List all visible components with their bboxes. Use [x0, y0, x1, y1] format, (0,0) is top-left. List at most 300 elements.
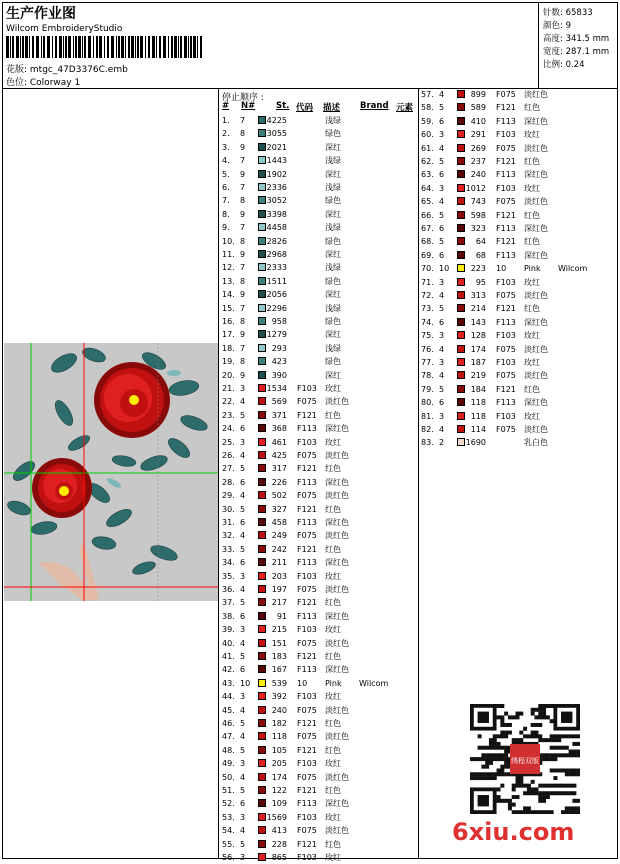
needle-number: 5	[439, 157, 445, 166]
stop-number: 43.	[222, 678, 235, 688]
color-swatch	[258, 344, 266, 352]
color-description: 玫红	[524, 277, 540, 287]
needle-number: 4	[240, 638, 246, 648]
needle-number: 7	[240, 223, 246, 233]
stitch-count: 425	[271, 451, 287, 460]
thread-code: F075	[496, 90, 516, 99]
stop-number: 68.	[421, 237, 434, 247]
thread-code: F075	[496, 425, 516, 434]
stop-row	[222, 168, 418, 181]
stop-number: 66.	[421, 210, 434, 220]
color-description: 红色	[325, 745, 341, 755]
stop-number: 24.	[222, 424, 235, 434]
stitch-count: 291	[470, 130, 486, 140]
color-swatch	[457, 144, 465, 152]
stitch-count: 167	[271, 665, 287, 675]
needle-number: 6	[240, 424, 246, 434]
thread-code: F075	[496, 344, 516, 354]
stitch-count: 219	[470, 371, 486, 381]
color-swatch	[457, 237, 465, 245]
color-description: 红色	[325, 544, 341, 554]
stitch-count: 1443	[266, 156, 287, 166]
stitch-count: 2968	[266, 250, 287, 259]
color-description: 红色	[524, 157, 540, 166]
color-swatch	[258, 384, 266, 392]
stop-number: 42.	[222, 665, 235, 675]
color-swatch	[258, 719, 266, 727]
color-description: 绿色	[325, 276, 341, 286]
color-description: 浅绿	[325, 223, 341, 233]
stop-row	[222, 154, 418, 167]
color-swatch	[457, 197, 465, 205]
color-swatch	[457, 398, 465, 406]
thread-code: F113	[496, 398, 516, 408]
stop-row	[421, 369, 617, 382]
stitch-count: 569	[271, 397, 287, 407]
company-name: Wilcom EmbroideryStudio	[6, 24, 123, 34]
stop-row	[222, 596, 418, 609]
needle-number: 4	[439, 371, 445, 381]
stop-row	[222, 422, 418, 435]
stop-number: 21.	[222, 384, 235, 393]
needle-number: 5	[439, 210, 445, 220]
color-description: 深红色	[325, 477, 349, 487]
color-swatch	[258, 558, 266, 566]
stop-row	[222, 328, 418, 341]
stop-number: 5.	[222, 169, 230, 179]
stop-number: 36.	[222, 585, 235, 594]
stop-row	[222, 369, 418, 382]
color-description: 浅绿	[325, 303, 341, 313]
color-swatch	[258, 692, 266, 700]
color-description: 红色	[325, 464, 341, 474]
color-description: 绿色	[325, 129, 341, 139]
stitch-count: 184	[470, 384, 486, 394]
needle-number: 3	[240, 853, 246, 862]
stitch-count: 2296	[266, 303, 287, 313]
color-swatch	[258, 786, 266, 794]
needle-number: 8	[240, 276, 246, 286]
needle-number: 5	[439, 384, 445, 394]
stitch-count: 1012	[465, 183, 486, 193]
color-description: 玫红	[524, 358, 540, 367]
stop-number: 17.	[222, 330, 235, 340]
stop-row	[222, 838, 418, 851]
stop-number: 80.	[421, 398, 434, 408]
thread-code: F121	[297, 652, 317, 661]
color-description: 玫红	[325, 571, 341, 581]
color-swatch	[258, 545, 266, 553]
color-description: 玫红	[325, 692, 341, 702]
stop-row	[222, 275, 418, 288]
needle-number: 3	[240, 692, 246, 702]
stat-scale: 比例: 0.24	[543, 60, 585, 70]
color-swatch	[457, 318, 465, 326]
stop-row	[421, 423, 617, 436]
stitch-count: 2056	[266, 290, 287, 300]
stitch-count: 109	[271, 799, 287, 809]
stop-row	[222, 516, 418, 529]
needle-number: 9	[240, 290, 246, 300]
stop-row	[421, 155, 617, 168]
color-description: 深红	[325, 209, 341, 219]
color-swatch	[457, 358, 465, 366]
needle-number: 8	[240, 317, 246, 326]
thread-code: F103	[496, 331, 516, 341]
stitch-count: 502	[271, 491, 287, 501]
stop-row	[222, 342, 418, 355]
needle-number: 4	[240, 491, 246, 501]
stop-number: 79.	[421, 384, 434, 394]
needle-number: 4	[240, 531, 246, 541]
stop-row	[222, 757, 418, 770]
stop-number: 67.	[421, 224, 434, 233]
needle-number: 5	[240, 652, 246, 661]
stop-number: 25.	[222, 437, 235, 447]
stop-number: 45.	[222, 705, 235, 715]
stitch-count: 197	[271, 585, 287, 594]
thread-code: F103	[496, 277, 516, 287]
color-swatch	[258, 585, 266, 593]
stitch-count: 1690	[465, 438, 486, 448]
color-swatch	[258, 397, 266, 405]
color-swatch	[457, 371, 465, 379]
stitch-count: 2021	[266, 142, 287, 152]
color-description: 深红	[325, 169, 341, 179]
stitch-count: 423	[271, 357, 287, 367]
needle-number: 8	[240, 357, 246, 367]
stitch-count: 151	[271, 638, 287, 648]
stitch-count: 327	[271, 504, 287, 514]
thread-code: F113	[297, 665, 317, 675]
stop-number: 77.	[421, 358, 434, 367]
design-stats-panel	[538, 2, 619, 88]
needle-number: 4	[439, 197, 445, 207]
stop-number: 47.	[222, 732, 235, 742]
stop-number: 22.	[222, 397, 235, 407]
thread-code: F103	[496, 130, 516, 140]
stop-number: 41.	[222, 652, 235, 661]
stop-number: 37.	[222, 598, 235, 608]
color-description: 玫红	[325, 625, 341, 635]
color-description: 玫红	[325, 759, 341, 769]
color-description: 淡红色	[524, 425, 548, 434]
color-description: 淡红色	[325, 638, 349, 648]
needle-number: 9	[240, 330, 246, 340]
stop-number: 32.	[222, 531, 235, 541]
stop-row	[222, 302, 418, 315]
color-swatch	[258, 116, 266, 124]
color-description: 深红色	[325, 558, 349, 568]
needle-number: 2	[439, 438, 445, 448]
stitch-count: 3052	[266, 196, 287, 206]
needle-number: 4	[240, 826, 246, 836]
needle-number: 7	[240, 343, 246, 353]
color-description: 红色	[524, 210, 540, 220]
stop-number: 69.	[421, 250, 434, 260]
stop-number: 56.	[222, 853, 235, 862]
color-swatch	[258, 210, 266, 218]
needle-number: 4	[439, 291, 445, 300]
stitch-count: 865	[271, 853, 287, 862]
stitch-count: 293	[271, 343, 287, 353]
stop-number: 70.	[421, 264, 434, 274]
stop-row	[222, 784, 418, 797]
thread-code: F121	[297, 786, 317, 795]
stop-row	[222, 489, 418, 502]
stop-row	[421, 383, 617, 396]
stitch-count: 128	[470, 331, 486, 341]
stitch-count: 589	[470, 103, 486, 113]
stop-row	[222, 797, 418, 810]
color-swatch	[258, 357, 266, 365]
needle-number: 7	[240, 183, 246, 192]
stop-number: 52.	[222, 799, 235, 809]
stitch-count: 68	[475, 250, 486, 260]
stitch-count: 211	[271, 558, 287, 568]
color-description: 玫红	[325, 853, 341, 862]
design-file-name: 花版: mtgc_47D3376C.emb	[6, 65, 128, 75]
color-description: 淡红色	[524, 90, 548, 99]
color-description: 玫红	[524, 130, 540, 140]
needle-number: 5	[240, 719, 246, 728]
stop-number: 35.	[222, 571, 235, 581]
stop-row	[222, 409, 418, 422]
stop-row	[222, 610, 418, 623]
thread-code: F103	[496, 411, 516, 421]
stop-row	[222, 704, 418, 717]
stop-row	[222, 623, 418, 636]
color-swatch	[258, 625, 266, 633]
color-swatch	[457, 211, 465, 219]
stitch-count: 118	[470, 398, 486, 408]
needle-number: 6	[439, 250, 445, 260]
stitch-count: 323	[470, 224, 486, 233]
needle-number: 5	[240, 786, 246, 795]
color-swatch	[457, 412, 465, 420]
stitch-count: 182	[271, 719, 287, 728]
thread-code: F113	[496, 317, 516, 327]
thread-code: F075	[496, 143, 516, 153]
stitch-count: 461	[271, 437, 287, 447]
stop-row	[222, 529, 418, 542]
thread-code: F103	[297, 384, 317, 393]
needle-number: 5	[240, 745, 246, 755]
color-description: 红色	[325, 839, 341, 849]
stop-number: 74.	[421, 317, 434, 327]
thread-code: F075	[297, 772, 317, 782]
stop-number: 4.	[222, 156, 230, 166]
stop-row	[222, 556, 418, 569]
stitch-count: 203	[271, 571, 287, 581]
color-swatch	[457, 224, 465, 232]
stitch-count: 183	[271, 652, 287, 661]
stitch-count: 317	[271, 464, 287, 474]
color-description: 浅绿	[325, 263, 341, 273]
needle-number: 3	[439, 331, 445, 341]
color-description: 深红	[325, 370, 341, 380]
color-description: 绿色	[325, 317, 341, 326]
stop-number: 20.	[222, 370, 235, 380]
color-swatch	[258, 612, 266, 620]
stop-row	[421, 182, 617, 195]
stitch-count: 223	[470, 264, 486, 274]
stop-number: 28.	[222, 477, 235, 487]
stop-row	[421, 410, 617, 423]
stop-row	[222, 476, 418, 489]
stop-row	[222, 462, 418, 475]
thread-brand: Wilcom	[558, 264, 588, 274]
stitch-count: 371	[271, 410, 287, 420]
color-description: 红色	[325, 410, 341, 420]
needle-number: 3	[439, 183, 445, 193]
color-swatch	[457, 103, 465, 111]
needle-number: 4	[439, 90, 445, 99]
color-swatch	[258, 639, 266, 647]
color-swatch	[457, 117, 465, 125]
design-preview	[4, 343, 218, 601]
stop-number: 53.	[222, 812, 235, 822]
color-swatch	[457, 385, 465, 393]
needle-number: 3	[240, 384, 246, 393]
stop-row	[421, 289, 617, 302]
stop-row	[222, 141, 418, 154]
color-description: 玫红	[524, 411, 540, 421]
stop-number: 19.	[222, 357, 235, 367]
color-swatch	[258, 505, 266, 513]
needle-number: 5	[439, 237, 445, 247]
stop-number: 82.	[421, 425, 434, 434]
color-description: 淡红色	[325, 451, 349, 460]
color-description: 浅绿	[325, 116, 341, 125]
color-swatch	[258, 330, 266, 338]
color-swatch	[258, 572, 266, 580]
thread-code: F113	[297, 799, 317, 809]
stop-number: 16.	[222, 317, 235, 326]
stitch-count: 242	[271, 544, 287, 554]
color-description: 红色	[524, 304, 540, 314]
needle-number: 7	[240, 156, 246, 166]
needle-number: 5	[439, 304, 445, 314]
stop-number: 13.	[222, 276, 235, 286]
color-swatch	[457, 90, 465, 98]
stitch-count: 413	[271, 826, 287, 836]
color-description: 深红色	[524, 398, 548, 408]
stop-row	[222, 261, 418, 274]
color-swatch	[258, 518, 266, 526]
thread-code: F103	[297, 812, 317, 822]
stop-number: 7.	[222, 196, 230, 206]
color-description: 淡红色	[524, 291, 548, 300]
embroidery-design-image	[4, 343, 218, 601]
color-description: 淡红色	[325, 732, 349, 742]
color-swatch	[258, 317, 266, 325]
color-description: 浅绿	[325, 156, 341, 166]
header-code: 代码	[296, 103, 314, 113]
color-swatch	[457, 170, 465, 178]
stitch-count: 240	[271, 705, 287, 715]
stop-row	[421, 101, 617, 114]
needle-number: 6	[439, 224, 445, 233]
thread-code: F075	[297, 531, 317, 541]
stop-number: 34.	[222, 558, 235, 568]
stop-number: 3.	[222, 142, 230, 152]
color-swatch	[258, 773, 266, 781]
header-brand: Brand	[360, 101, 389, 111]
stop-row	[222, 663, 418, 676]
color-description: Pink	[524, 264, 541, 274]
stop-row	[421, 343, 617, 356]
thread-code: F121	[496, 157, 516, 166]
color-description: 玫红	[325, 437, 341, 447]
color-description: 乳白色	[524, 438, 548, 448]
barcode-image	[6, 36, 202, 58]
color-swatch	[258, 250, 266, 258]
stop-row	[222, 717, 418, 730]
thread-code: F121	[297, 839, 317, 849]
stop-row	[421, 235, 617, 248]
stop-number: 1.	[222, 116, 230, 125]
color-description: 红色	[325, 786, 341, 795]
color-description: 深红	[325, 290, 341, 300]
stitch-count: 410	[470, 116, 486, 126]
color-swatch	[258, 706, 266, 714]
color-description: 绿色	[325, 357, 341, 367]
stop-number: 81.	[421, 411, 434, 421]
stop-number: 38.	[222, 611, 235, 621]
thread-code: F121	[496, 384, 516, 394]
color-description: 绿色	[325, 196, 341, 206]
thread-code: F121	[297, 504, 317, 514]
needle-number: 9	[240, 209, 246, 219]
thread-code: F113	[496, 116, 516, 126]
header-n: N#	[241, 101, 256, 111]
color-description: 深红色	[325, 611, 349, 621]
thread-code: F075	[297, 705, 317, 715]
color-swatch	[258, 746, 266, 754]
stop-number: 63.	[421, 170, 434, 180]
stitch-count: 226	[271, 477, 287, 487]
needle-number: 6	[439, 116, 445, 126]
stop-row	[222, 194, 418, 207]
thread-code: F113	[496, 224, 516, 233]
needle-number: 4	[439, 425, 445, 434]
needle-number: 8	[240, 129, 246, 139]
color-swatch	[457, 157, 465, 165]
thread-code: F103	[297, 571, 317, 581]
stop-number: 9.	[222, 223, 230, 233]
stop-number: 44.	[222, 692, 235, 702]
color-swatch	[457, 184, 465, 192]
stitch-count: 105	[271, 745, 287, 755]
stop-row	[222, 208, 418, 221]
color-swatch	[457, 130, 465, 138]
thread-code: F113	[297, 611, 317, 621]
color-description: 玫红	[325, 812, 341, 822]
color-swatch	[258, 813, 266, 821]
needle-number: 3	[240, 812, 246, 822]
thread-code: F121	[496, 103, 516, 113]
stitch-count: 313	[470, 291, 486, 300]
color-description: 深红色	[524, 170, 548, 180]
thread-code: F103	[297, 692, 317, 702]
stitch-count: 214	[470, 304, 486, 314]
stop-number: 72.	[421, 291, 434, 300]
color-description: 绿色	[325, 236, 341, 246]
stat-stitch-count: 针数: 65833	[543, 8, 593, 18]
thread-code: F113	[297, 424, 317, 434]
thread-code: F075	[496, 291, 516, 300]
